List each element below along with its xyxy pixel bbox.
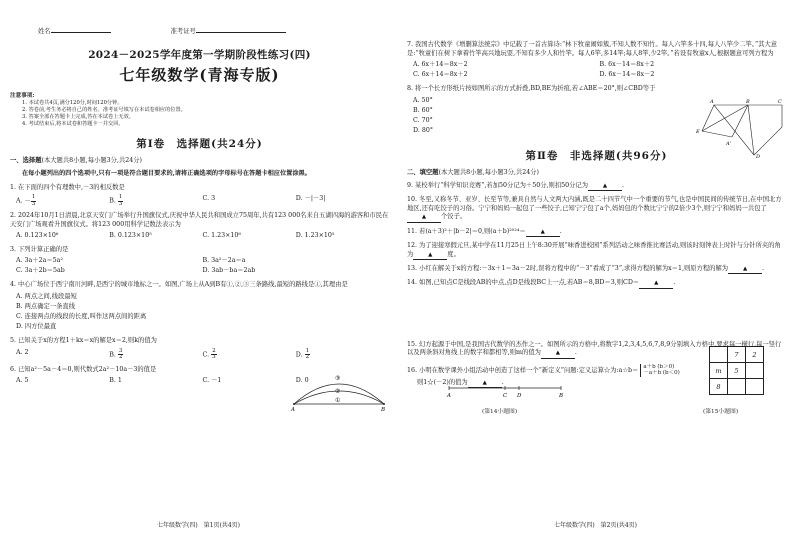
answer-blank[interactable]: ▲ bbox=[413, 252, 447, 260]
answer-blank[interactable]: ▲ bbox=[728, 266, 762, 274]
option-a[interactable]: A. － $\frac{1}{3}$ bbox=[16, 194, 36, 207]
label-route-2: ② bbox=[335, 388, 341, 395]
label-route-3: ③ bbox=[335, 375, 341, 382]
label-a-prime: A' bbox=[726, 141, 731, 147]
option-c[interactable]: C. －1 bbox=[202, 377, 222, 385]
piecewise-definition: a＋b (b＞0) －a＋b (b＜0) bbox=[640, 364, 679, 377]
question-16: 16. 小明在数学课外小组活动中创造了这样一个“新定义”问题:定义运算☆为:a☆b＝ a＋b (b＞0) －a＋b (b＜0) 则1☆(－2)的值为 ▲ . bbox=[407, 364, 786, 389]
part-1-heading: 一、选择题(本大题共8小题,每小题3分,共24分) bbox=[10, 157, 142, 165]
point-b bbox=[383, 403, 385, 405]
notice-title: 注意事项: bbox=[10, 92, 35, 99]
label-d: D bbox=[756, 154, 761, 159]
fold-shape bbox=[714, 105, 782, 155]
option-d[interactable]: D. 四方位最直 bbox=[16, 323, 57, 331]
figure-15-caption: (第15小题图) bbox=[703, 409, 739, 415]
option-d[interactable]: D. 3ab－ba＝2ab bbox=[202, 267, 256, 275]
label-b: B bbox=[746, 99, 750, 105]
label-route-1: ① bbox=[335, 397, 341, 404]
question-13: 13. 小红在解关于x的方程:－3x＋1＝3a－2时,误将方程中的“－3”看成了“3”,求得方程的解为x＝1,则原方程的解为 ▲ . bbox=[407, 265, 786, 274]
question-14-segment-figure bbox=[445, 382, 565, 398]
option-a[interactable]: A. 6x＋14＝8x－2 bbox=[413, 61, 468, 68]
exam-header bbox=[38, 26, 389, 36]
option-a[interactable]: A. 2 bbox=[16, 348, 29, 356]
name-field[interactable]: 姓名 bbox=[38, 26, 111, 36]
option-b[interactable]: B. 0.123×10⁵ bbox=[109, 232, 152, 240]
section-2-title: 第Ⅱ卷 非选择题(共96分) bbox=[525, 149, 668, 162]
grid-cell bbox=[710, 347, 728, 363]
question-4: 4. 中心广场位于西宁南川河畔,是西宁的城市地标之一。如图,广场上从A到B有①,②,③三条路线,最短的路线是①,其理由是 A. 两点之间,线段最短 B. 两点确定一条直线 C. 连接两点的线段的长度,叫作这两点间的距离 D. 四方位最直 bbox=[10, 281, 389, 332]
grid-cell bbox=[746, 363, 764, 379]
label-a: A bbox=[291, 407, 295, 412]
grid-cell: 7 bbox=[728, 347, 746, 363]
answer-blank[interactable]: ▲ bbox=[468, 380, 502, 388]
option-a[interactable]: A. 3a＋2a＝5a² bbox=[16, 257, 63, 265]
exam-id-field[interactable]: 准考证号 bbox=[171, 26, 286, 36]
question-10: 10. 冬至,又称冬节、亚岁、长至节等,兼具自然与人文两大内涵,既是二十四节气中一个重要的节气,也是中国民间的传统节日,在中国北方地区,还有吃饺子的习俗。宁宁和妈妈一起包了一些饺子,已知宁宁包了a个,妈妈包的个数比宁宁的2倍少3个,则宁宁和妈妈一共包了▲ 个饺子。 bbox=[407, 196, 786, 222]
option-c[interactable]: C. $\frac{2}{3}$ bbox=[202, 347, 216, 361]
notice-item: 1. 本试卷共4页,满分120分,时间120分钟。 bbox=[22, 100, 123, 107]
question-9: 9. 某校举行“科学知识竞赛”,若加50分记为＋50分,则扣50分记为 ▲ . bbox=[407, 182, 786, 191]
answer-blank[interactable]: ▲ bbox=[588, 183, 622, 191]
notice-block bbox=[10, 93, 389, 129]
option-a[interactable]: A. 5 bbox=[16, 377, 29, 385]
exam-title: 2024－2025学年度第一学期阶段性练习(四) bbox=[88, 48, 311, 61]
question-2: 2. 2024年10月1日清晨,北京天安门广场举行升国旗仪式,庆祝中华人民共和国成立75周年,共有123 000名来自五湖四海的游客和市民在天安门广场观看升国旗仪式。将123 000用科学记数法表示为 A. 0.123×10⁶ B. 0.123×10⁵ C. 1.23×10⁶ D. 1.23×10⁵ bbox=[10, 212, 389, 240]
answer-blank[interactable]: ▲ bbox=[526, 229, 560, 237]
question-14: 14. 如图,已知点C是线段AB的中点,点D是线段BC上一点,若AB＝8,BD＝3,则CD＝ ▲ . bbox=[407, 279, 687, 288]
question-4-route-figure bbox=[289, 370, 389, 412]
grid-cell: 2 bbox=[746, 347, 764, 363]
grid-cell: 5 bbox=[728, 363, 746, 379]
notice-item: 2. 答卷前,考生务必将自己的姓名、准考证号填写在本试卷相应的位置。 bbox=[22, 107, 186, 114]
answer-blank[interactable]: ▲ bbox=[639, 280, 673, 288]
label-b: B bbox=[381, 407, 386, 412]
point-a bbox=[293, 403, 295, 405]
page-1-column bbox=[10, 16, 389, 386]
question-3: 3. 下列计算正确的是 A. 3a＋2a＝5a² B. 3a²－2a＝a C. 3a＋2b＝5ab D. 3ab－ba＝2ab bbox=[10, 246, 389, 277]
question-1: 1. 在下面的四个有理数中,－3的相反数是 A. － $\frac{1}{3}$ B. $\frac{1}{3}$ C. 3 D. －|－3| bbox=[10, 184, 389, 208]
question-7: 7. 我国古代数学《增删算法统宗》中记载了一首古算诗:“林下牧童闹如簇,不知人数不知竹。每人六竿多十四,每人八竿少二竿。”其大意是:“牧童们在树下拿着竹竿高兴地玩耍,不知有多少人和竹竿。每人6竿,多14竿;每人8竿,少2竿。”若设有牧童x人,根据题意可列方程为 A. 6x＋14＝8x－2 B. 6x－14＝8x＋2 C. 6x＋14＝8x＋2 D. 6x－14＝8x－2 bbox=[407, 41, 786, 80]
page-1-footer: 七年级数学(四) 第1页(共4页) bbox=[157, 522, 240, 529]
option-d[interactable]: D. 0 bbox=[295, 377, 309, 385]
part-1-instruction: 在每小题列出的四个选项中,只有一项是符合题目要求的,请将正确选项的字母标号在答题卡相应位置涂黑。 bbox=[22, 170, 311, 178]
label-c: C bbox=[778, 99, 782, 105]
question-12: 12. 为了迎接寒假元旦,某中学在11月25日上午8:30开展“味香进校园”系列活动之味香推比赛活动,则该时刻钟表上时针与分针所夹的角为 ▲ 度。 bbox=[407, 242, 786, 260]
option-d[interactable]: D. 1.23×10⁵ bbox=[295, 232, 335, 240]
fold-crease-eb bbox=[702, 105, 748, 131]
option-c[interactable]: C. 6x＋14＝8x＋2 bbox=[413, 71, 468, 79]
option-b[interactable]: B. 3a²－2a＝a bbox=[202, 257, 246, 265]
grid-cell: 8 bbox=[710, 379, 728, 395]
question-5: 5. 已知关于x的方程1＋kx＝x的解是x＝2,则k的值为 A. 2 B. $\frac{3}{2}$ C. $\frac{2}{3}$ D. $\frac{1}{2}$ bbox=[10, 337, 389, 361]
notice-item: 3. 答案全部在答题卡上完成,答在本试卷上无效。 bbox=[22, 114, 134, 121]
exam-subtitle: 七年级数学(青海专版) bbox=[119, 65, 280, 84]
section-1-title: 第Ⅰ卷 选择题(共24分) bbox=[136, 138, 263, 151]
label-a: A bbox=[447, 393, 451, 398]
question-8: 8. 将一个长方形纸片按如图所示的方式折叠,BD,BE为折痕,若∠ABE＝20°,则∠CBD等于 A. 50° B. 60° C. 70° D. 80° bbox=[407, 85, 786, 136]
option-d[interactable]: D. 80° bbox=[413, 126, 433, 134]
label-d: D bbox=[517, 393, 522, 398]
figure-14-caption: (第14小题图) bbox=[482, 409, 518, 415]
question-6: 6. 已知a²－5a－4＝0,则代数式2a²－10a－3的值是 A. 5 B. 1 C. －1 D. 0 bbox=[10, 366, 389, 386]
option-b[interactable]: B. 6x－14＝8x＋2 bbox=[599, 61, 655, 68]
part-2-heading: 二、填空题(本大题共8小题,每小题3分,共24分) bbox=[407, 169, 539, 176]
page-2 bbox=[397, 0, 794, 543]
option-c[interactable]: C. 3a＋2b＝5ab bbox=[16, 267, 65, 275]
option-d[interactable]: D. $\frac{1}{2}$ bbox=[295, 347, 310, 361]
option-a[interactable]: A. 50° bbox=[413, 96, 433, 104]
page-2-footer: 七年级数学(四) 第2页(共4页) bbox=[554, 522, 637, 529]
grid-cell bbox=[746, 379, 764, 395]
label-c: C bbox=[503, 393, 508, 398]
fold-edge-ea bbox=[702, 131, 732, 137]
option-b[interactable]: B. $\frac{3}{2}$ bbox=[109, 347, 123, 361]
option-c[interactable]: C. 连接两点的线段的长度,叫作这两点间的距离 bbox=[16, 313, 147, 321]
option-b[interactable]: B. 两点确定一条直线 bbox=[16, 303, 76, 310]
question-15: 15. 幻方起源于中国,是我国古代数学的杰作之一。如图所示的方格中,将数字1,2,3,4,5,6,7,8,9分别填入方格中,要求每一横行,每一竖行以及两条斜对角线上的数字和都相等,则m的值为 ▲ . bbox=[407, 341, 786, 359]
notice-item: 4. 考试结束后,将本试卷和答题卡一并交回。 bbox=[22, 121, 124, 128]
page-2-column bbox=[407, 36, 786, 388]
question-8-fold-figure bbox=[692, 97, 784, 159]
question-11: 11. 若(a＋3)²＋|b－2|＝0,则(a＋b)²⁰²⁴＝ ▲ . bbox=[407, 228, 786, 237]
grid-cell: m bbox=[710, 363, 728, 379]
label-a: A bbox=[710, 99, 714, 105]
option-b[interactable]: B. $\frac{1}{3}$ bbox=[109, 194, 123, 207]
fold-crease-bd bbox=[748, 105, 754, 155]
option-a[interactable]: A. 两点之间,线段最短 bbox=[16, 292, 77, 300]
option-d[interactable]: D. 6x－14＝8x－2 bbox=[599, 71, 655, 79]
label-b: B bbox=[559, 393, 564, 398]
answer-blank[interactable]: ▲ bbox=[541, 350, 575, 358]
option-b[interactable]: B. 60° bbox=[413, 106, 433, 114]
option-b[interactable]: B. 1 bbox=[109, 377, 122, 385]
answer-blank[interactable]: ▲ bbox=[407, 214, 441, 222]
option-a[interactable]: A. 0.123×10⁶ bbox=[16, 232, 59, 240]
option-c[interactable]: C. 70° bbox=[413, 116, 433, 124]
magic-square-grid bbox=[709, 346, 764, 395]
grid-cell bbox=[728, 379, 746, 395]
option-c[interactable]: C. 3 bbox=[202, 195, 216, 203]
fold-edge-ae bbox=[702, 105, 714, 131]
option-d[interactable]: D. －|－3| bbox=[295, 195, 326, 203]
option-c[interactable]: C. 1.23×10⁶ bbox=[202, 232, 241, 240]
label-e: E bbox=[696, 129, 700, 135]
